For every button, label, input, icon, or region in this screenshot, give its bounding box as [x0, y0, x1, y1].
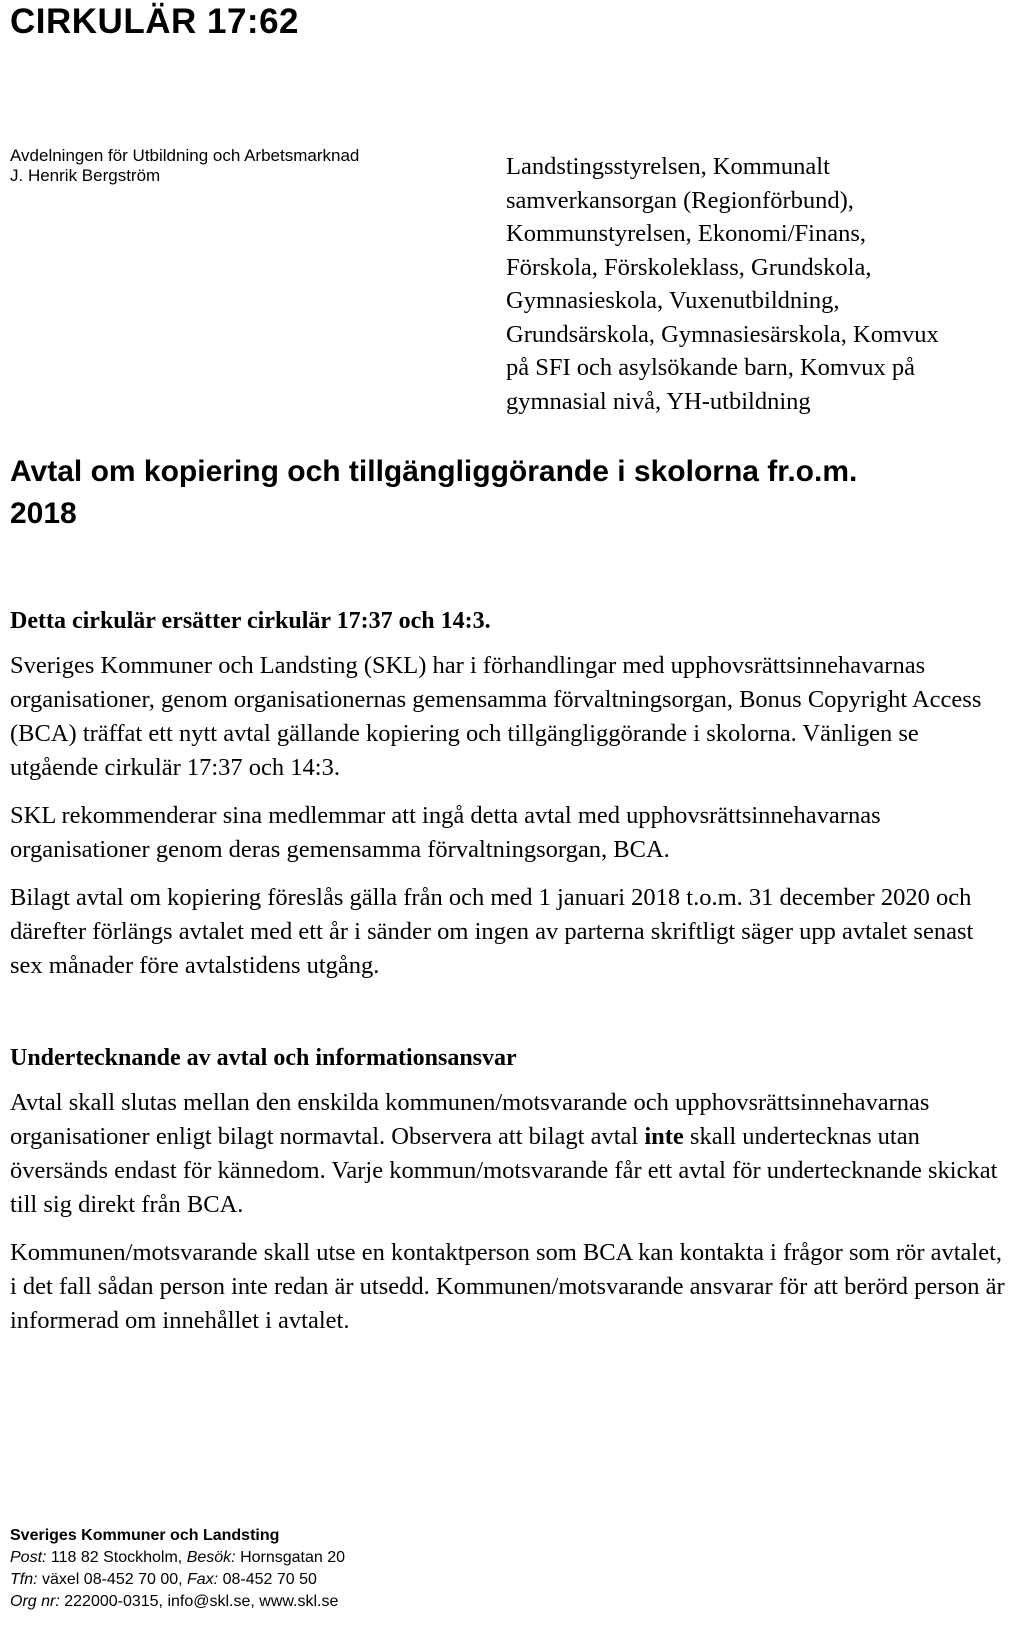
paragraph-contact: Kommunen/motsvarande skall utse en kontaktperson som BCA kan kontakta i frågor som rör avtalet, i det fall sådan person inte redan är utsedd. Kommunen/motsvarande ansvarar för att berörd person är informerad om innehållet i avtalet.	[10, 1239, 1005, 1334]
recipient-line: på SFI och asylsökande barn, Komvux på	[506, 354, 915, 381]
post-label: Post:	[10, 1549, 47, 1566]
paragraph-signing	[10, 1086, 1010, 1222]
org-nr-value: 222000-0315, info@skl.se, www.skl.se	[59, 1593, 339, 1610]
recipient-line: Förskola, Förskoleklass, Grundskola,	[506, 253, 872, 281]
department-block	[10, 146, 359, 186]
org-nr-label: Org nr:	[10, 1593, 60, 1610]
footer-phone	[10, 1569, 345, 1591]
replaces-note: Detta cirkulär ersätter cirkulär 17:37 och 14:3.	[10, 608, 491, 634]
visit-label: Besök:	[186, 1549, 236, 1566]
signing-text-before: Avtal skall slutas mellan den enskilda kommunen/motsvarande och upphovsrättsinnehavarnas organisationer enligt bilagt normavtal. Observera att bilagt avtal	[10, 1089, 930, 1150]
department-name: Avdelningen för Utbildning och Arbetsmarknad	[10, 146, 360, 165]
recipient-line: Gymnasieskola, Vuxenutbildning,	[506, 287, 840, 314]
paragraph-intro: Sveriges Kommuner och Landsting (SKL) har i förhandlingar med upphovsrättsinnehavarnas organisationer, genom organisationernas gemensamma förvaltningsorgan, Bonus Copyright Access (BCA) träffat ett nytt avtal gällande kopiering och tillgängliggörande i skolorna. Vänligen se utgående cirkulär 17:37 och 14:3.	[10, 652, 982, 781]
footer-org: Sveriges Kommuner och Landsting	[10, 1527, 280, 1544]
post-value: 118 82 Stockholm,	[46, 1549, 187, 1566]
recipient-line: samverkansorgan (Regionförbund),	[506, 186, 854, 214]
fax-label: Fax:	[187, 1571, 219, 1588]
signing-text-after: skall undertecknas utan översänds endast för kännedom. Varje kommun/motsvarande får ett avtal för undertecknande skickat till sig direkt från BCA.	[10, 1123, 998, 1218]
main-heading	[10, 451, 1010, 535]
section-heading: Undertecknande av avtal och informationsansvar	[10, 1045, 517, 1071]
recipients-list	[506, 150, 1024, 418]
fax-value: 08-452 70 50	[218, 1571, 317, 1588]
footer-org-nr	[10, 1591, 345, 1613]
recipient-line: Kommunstyrelsen, Ekonomi/Finans,	[506, 220, 866, 247]
phone-label: Tfn:	[10, 1571, 38, 1588]
recipient-line: Grundsärskola, Gymnasiesärskola, Komvux	[506, 320, 939, 348]
main-heading-line2: 2018	[10, 497, 77, 530]
circular-title: CIRKULÄR 17:62	[10, 2, 299, 41]
footer-address	[10, 1547, 345, 1569]
signing-emphasis: inte	[644, 1123, 684, 1150]
document-body	[10, 608, 1010, 1352]
paragraph-validity: Bilagt avtal om kopiering föreslås gälla från och med 1 januari 2018 t.o.m. 31 december 2020 och därefter förlängs avtalet med ett år i sänder om ingen av parterna skriftligt säger upp avtalet senast sex månader före avtalstidens utgång.	[10, 884, 974, 979]
recipient-line: gymnasial nivå, YH-utbildning	[506, 387, 811, 415]
recipient-line: Landstingsstyrelsen, Kommunalt	[506, 153, 830, 180]
main-heading-line1: Avtal om kopiering och tillgängliggörande i skolorna fr.o.m.	[10, 455, 858, 488]
phone-value: växel 08-452 70 00,	[37, 1571, 187, 1588]
author-name: J. Henrik Bergström	[10, 166, 161, 185]
visit-value: Hornsgatan 20	[235, 1549, 346, 1566]
footer	[10, 1525, 345, 1613]
paragraph-recommendation: SKL rekommenderar sina medlemmar att ingå detta avtal med upphovsrättsinnehavarnas organisationer genom deras gemensamma förvaltningsorgan, BCA.	[10, 802, 881, 863]
